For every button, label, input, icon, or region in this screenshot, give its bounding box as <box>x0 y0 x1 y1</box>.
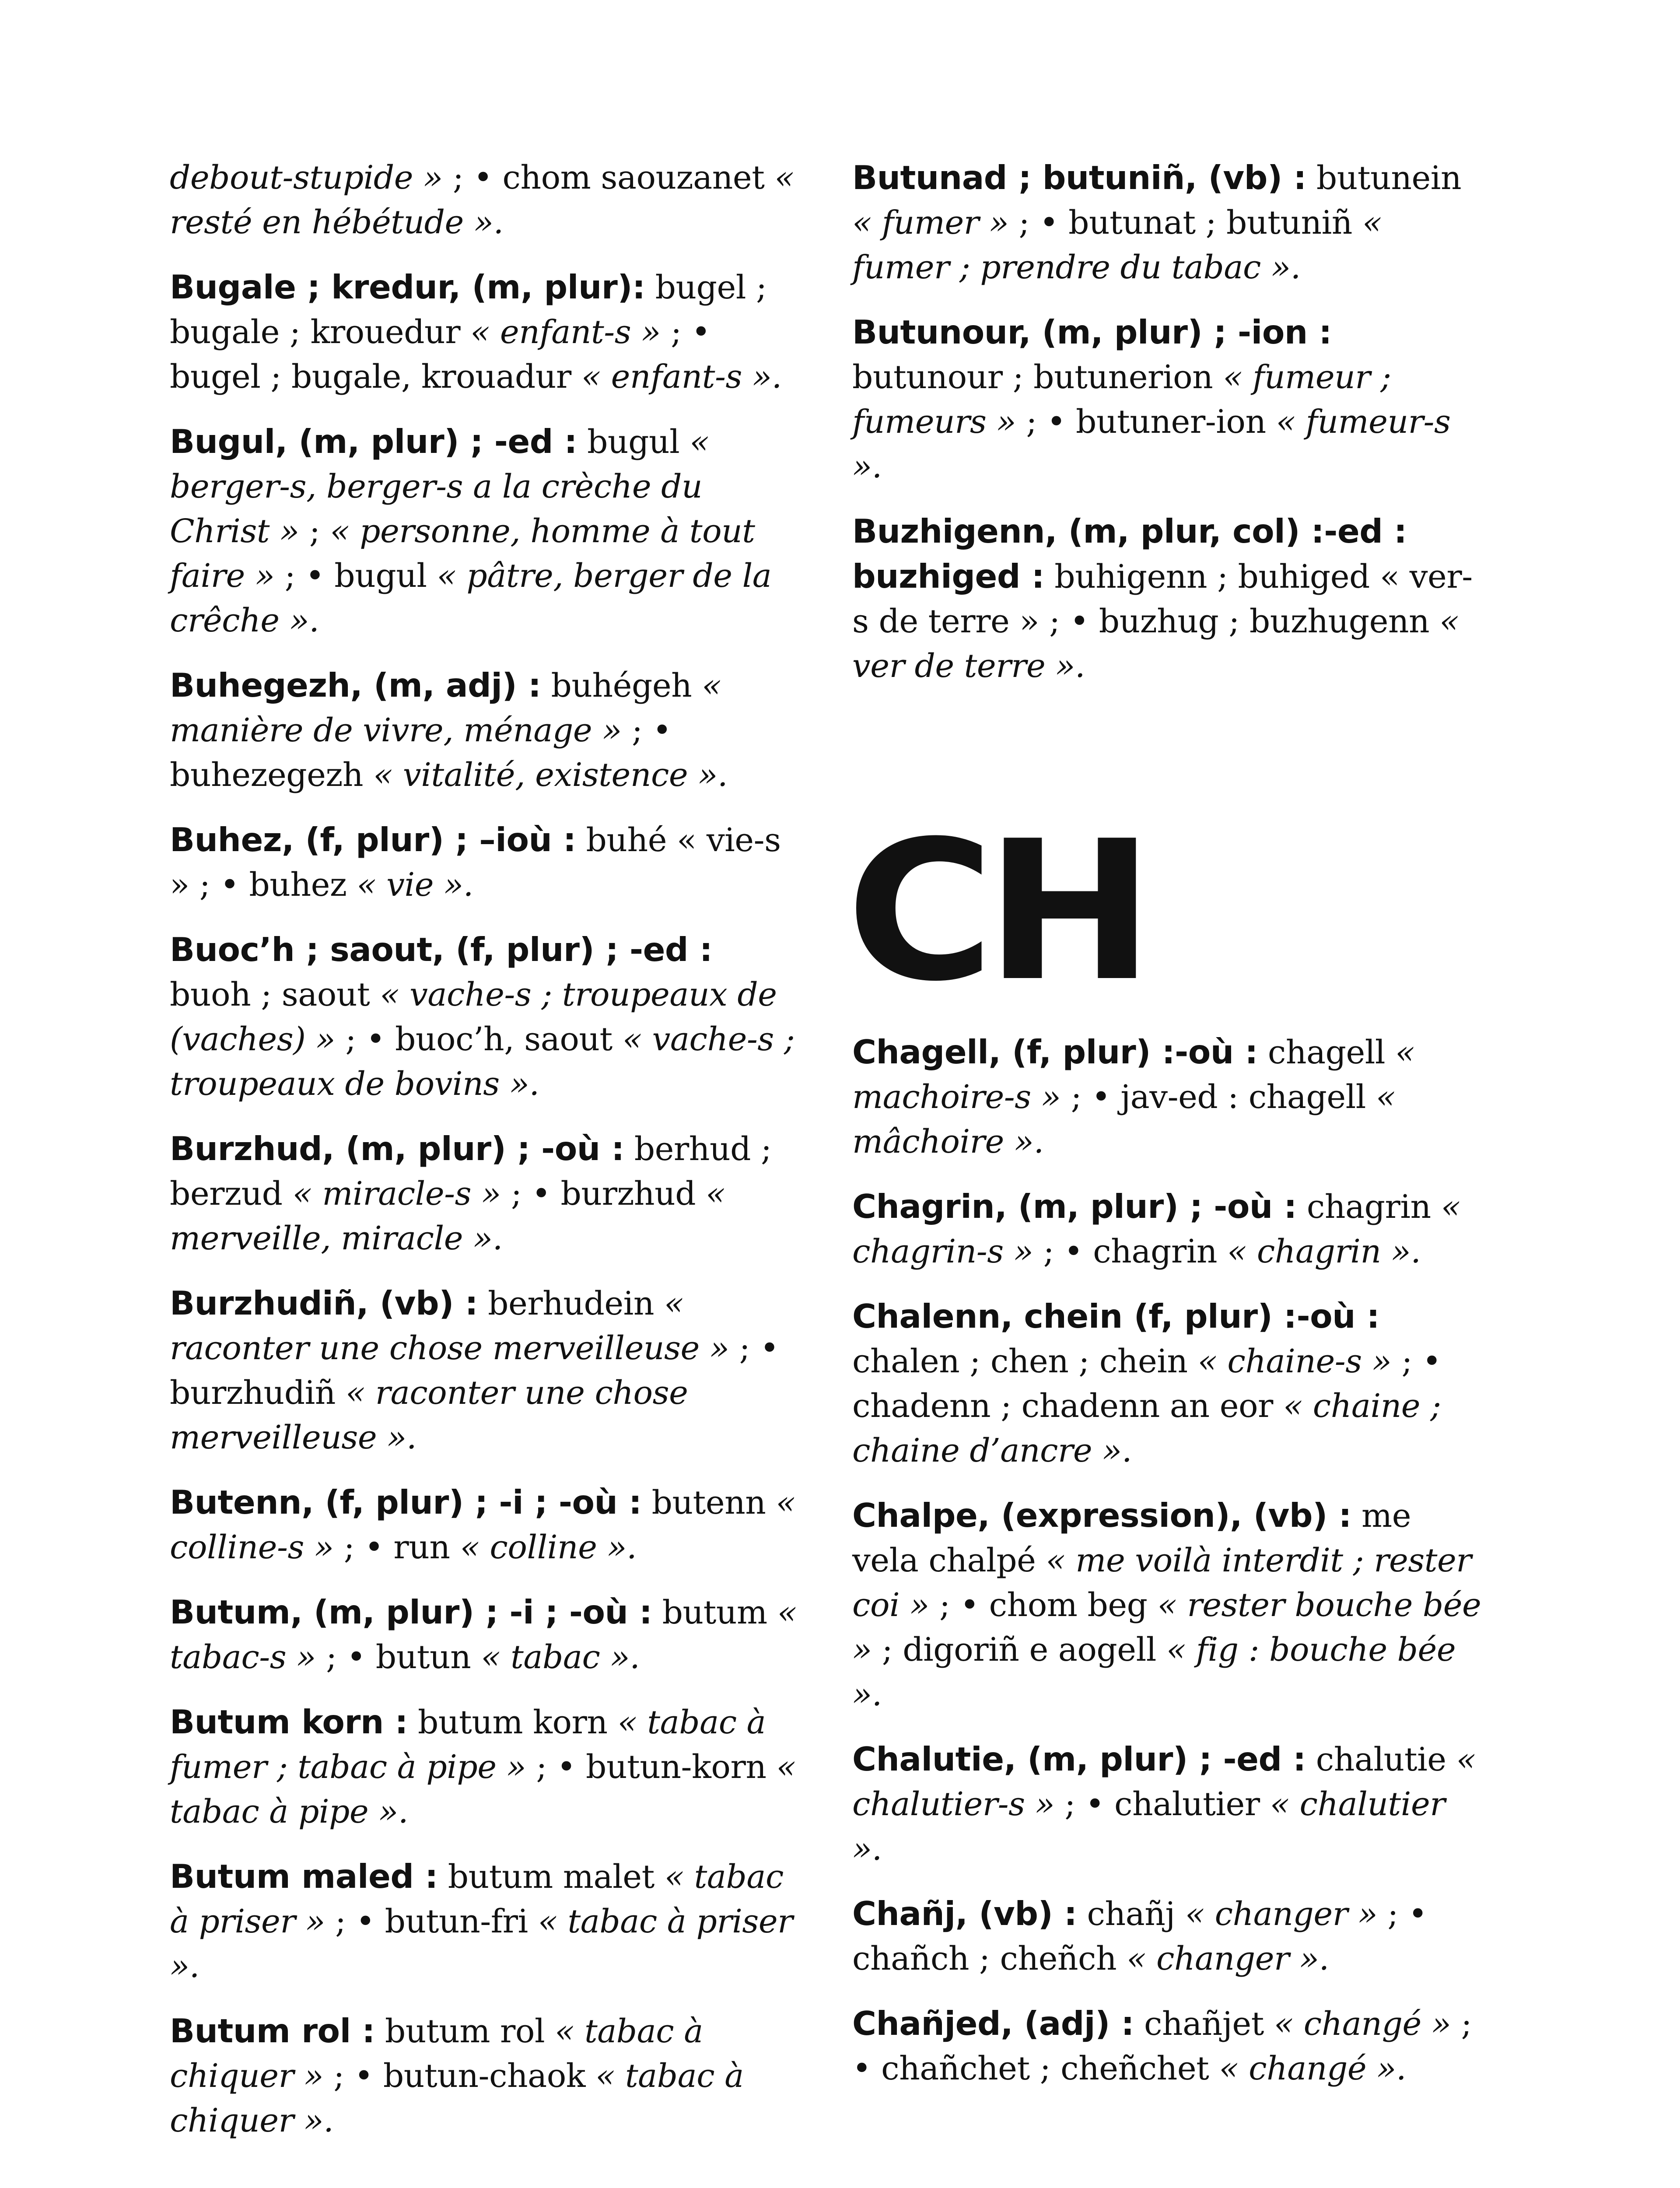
entry-headword: Chalutie, (m, plur) ; -ed : <box>852 1740 1306 1778</box>
entry-chanj <box>852 1891 1482 1981</box>
entry-definition: chalutie « chalutier-s » ; • chalutier « chalutier ». <box>852 1741 1476 1868</box>
entry-definition: butum rol « tabac à chiquer » ; • butun-chaok « tabac à chiquer ». <box>170 2013 744 2139</box>
entry-butunour <box>852 310 1482 489</box>
entry-headword: Burzhud, (m, plur) ; -où : <box>170 1129 624 1168</box>
entry-burzhud <box>170 1126 800 1261</box>
entry-chagrin <box>852 1184 1482 1274</box>
entry-butum-korn <box>170 1700 800 1834</box>
entry-definition: chañj « changer » ; • chañch ; cheñch « changer ». <box>852 1895 1428 1978</box>
entry-headword: Burzhudiñ, (vb) : <box>170 1284 478 1322</box>
entry-headword: Butunour, (m, plur) ; -ion : <box>852 313 1332 351</box>
entry-headword: Chagell, (f, plur) :-où : <box>852 1033 1258 1071</box>
entry-headword: Butum maled : <box>170 1857 438 1896</box>
entry-definition: berhudein « raconter une chose merveilleuse » ; • burzhudiñ « raconter une chose merveilleuse ». <box>170 1285 779 1456</box>
entry-definition: chagrin « chagrin-s » ; • chagrin « chagrin ». <box>852 1188 1461 1270</box>
entry-buhegezh <box>170 663 800 797</box>
entry-headword: Chalpe, (expression), (vb) : <box>852 1496 1351 1535</box>
entry-headword: Bugul, (m, plur) ; -ed : <box>170 422 578 461</box>
entry-butunad <box>852 155 1482 290</box>
entry-definition: debout-stupide » ; • chom saouzanet « resté en hébétude ». <box>170 159 794 241</box>
entry-chagell <box>852 1030 1482 1164</box>
entry-headword: Buhegezh, (m, adj) : <box>170 666 541 705</box>
section-letter-heading: CH <box>846 799 1145 1024</box>
entry-definition: butum korn « tabac à fumer ; tabac à pipe » ; • butun-korn « tabac à pipe ». <box>170 1704 796 1830</box>
entry-definition: buhigenn ; buhiged « ver-s de terre » ; • buzhug ; buzhugenn « ver de terre ». <box>852 558 1473 685</box>
entry-headword: Butum rol : <box>170 2012 375 2050</box>
left-column <box>170 155 800 2163</box>
entry-continued <box>170 155 800 245</box>
entry-headword: Buoc’h ; saout, (f, plur) ; -ed : <box>170 930 713 969</box>
entry-chalutie <box>852 1737 1482 1871</box>
entry-definition: berhud ; berzud « miracle-s » ; • burzhud « merveille, miracle ». <box>170 1130 772 1257</box>
entry-headword: Buhez, (f, plur) ; –ioù : <box>170 820 576 859</box>
entry-headword: Chalenn, chein (f, plur) :-où : <box>852 1297 1380 1336</box>
entry-definition: bugul « berger-s, berger-s a la crèche du Christ » ; « personne, homme à tout faire » ; • bugul « pâtre, berger de la crêche ». <box>170 423 772 639</box>
entry-definition: me vela chalpé « me voilà interdit ; rester coi » ; • chom beg « rester bouche bée » ; digoriñ e aogell « fig : bouche bée ». <box>852 1497 1481 1713</box>
entry-definition: buoh ; saout « vache-s ; troupeaux de (vaches) » ; • buoc’h, saout « vache-s ; troupeaux de bovins ». <box>170 976 795 1103</box>
entry-headword: Butum, (m, plur) ; -i ; -où : <box>170 1593 652 1631</box>
entry-headword: Chagrin, (m, plur) ; -où : <box>852 1187 1297 1226</box>
entry-chalenn <box>852 1294 1482 1473</box>
entry-bugale <box>170 265 800 399</box>
entry-definition: butunein « fumer » ; • butunat ; butuniñ « fumer ; prendre du tabac ». <box>852 159 1462 286</box>
entry-bugul <box>170 419 800 643</box>
right-column <box>846 155 1482 2111</box>
entry-buoch <box>170 927 800 1106</box>
entry-headword: Chañj, (vb) : <box>852 1894 1077 1933</box>
entry-definition: chañjet « changé » ; • chañchet ; cheñchet « changé ». <box>852 2005 1472 2087</box>
entry-buzhigenn <box>852 509 1482 688</box>
entry-definition: bugel ; bugale ; krouedur « enfant-s » ; • bugel ; bugale, krouadur « enfant-s ». <box>170 269 782 396</box>
entry-chalpe <box>852 1493 1482 1717</box>
entry-burzhudin <box>170 1281 800 1460</box>
entry-headword: Chañjed, (adj) : <box>852 2004 1134 2043</box>
entry-buhez <box>170 817 800 907</box>
entry-headword: Butum korn : <box>170 1703 408 1741</box>
entry-headword: Bugale ; kredur, (m, plur): <box>170 268 645 306</box>
entry-headword: Butunad ; butuniñ, (vb) : <box>852 158 1306 197</box>
entry-butum <box>170 1590 800 1680</box>
entry-definition: buhé « vie-s » ; • buhez « vie ». <box>170 821 781 904</box>
entry-headword: Buzhigenn, (m, plur, col) :-ed : buzhiged : <box>852 512 1407 596</box>
entry-definition: butunour ; butunerion « fumeur ; fumeurs » ; • butuner-ion « fumeur-s ». <box>852 358 1451 485</box>
entry-butum-maled <box>170 1854 800 1988</box>
entry-definition: chalen ; chen ; chein « chaine-s » ; • chadenn ; chadenn an eor « chaine ; chaine d’ancre ». <box>852 1343 1442 1469</box>
entry-definition: butum « tabac-s » ; • butun « tabac ». <box>170 1594 797 1676</box>
entry-definition: chagell « machoire-s » ; • jav-ed : chagell « mâchoire ». <box>852 1034 1415 1161</box>
entry-headword: Butenn, (f, plur) ; -i ; -où : <box>170 1483 642 1522</box>
entry-definition: buhégeh « manière de vivre, ménage » ; • buhezegezh « vitalité, existence ». <box>170 667 728 794</box>
entry-definition: butum malet « tabac à priser » ; • butun-fri « tabac à priser ». <box>170 1858 793 1985</box>
entry-butenn <box>170 1480 800 1570</box>
entry-chanjed <box>852 2001 1482 2091</box>
entry-definition: butenn « colline-s » ; • run « colline ». <box>170 1484 796 1566</box>
entry-butum-rol <box>170 2009 800 2143</box>
